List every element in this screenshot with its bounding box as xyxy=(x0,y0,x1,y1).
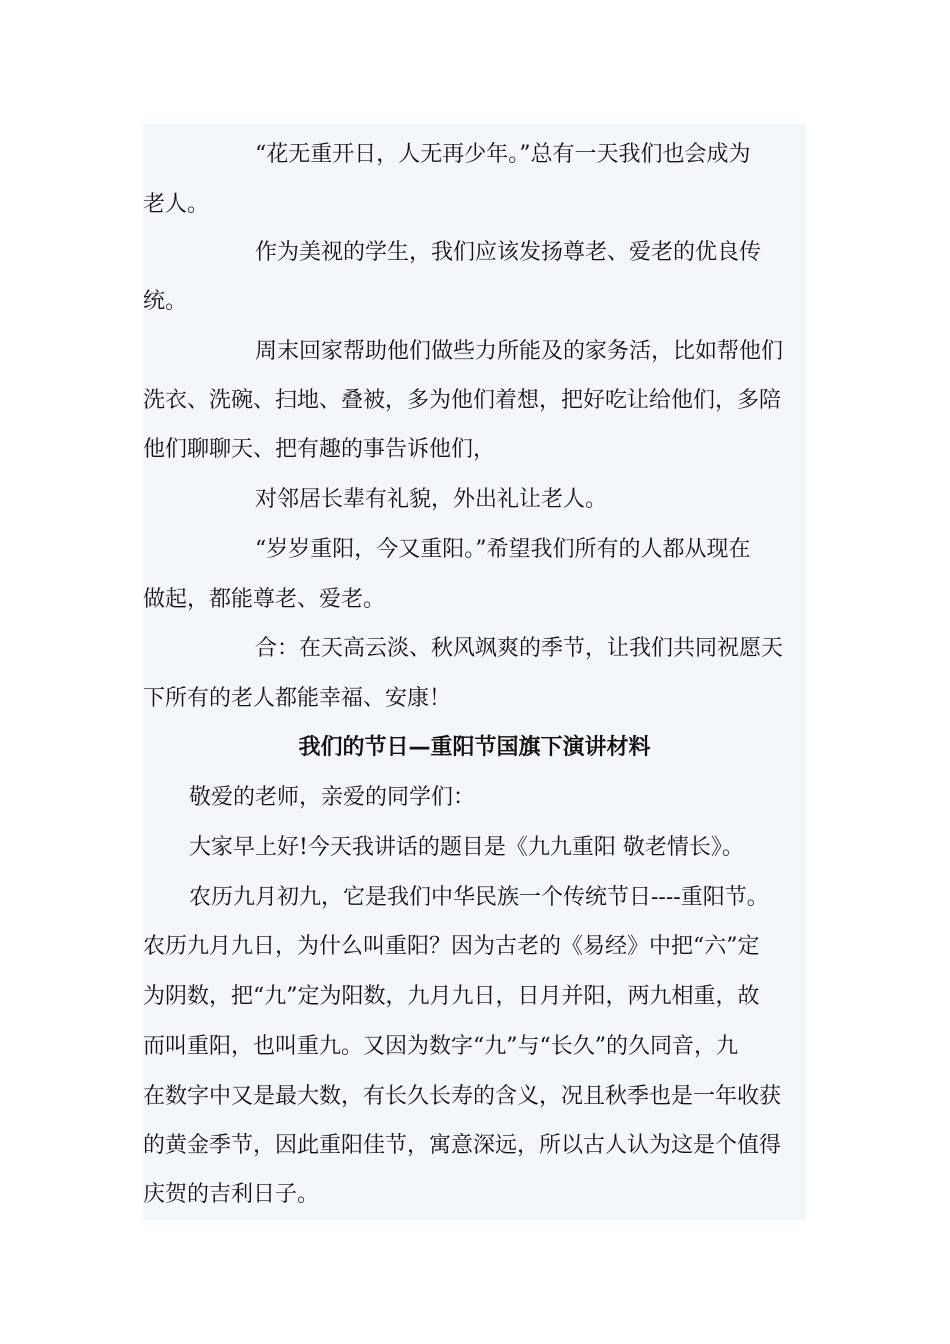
text-line: 做起，都能尊老、爱老。 xyxy=(143,587,386,612)
text-line: 对邻居长辈有礼貌，外出礼让老人。 xyxy=(255,487,608,512)
text-line: 老人。 xyxy=(143,192,210,217)
text-line: 洗衣、洗碗、扫地、叠被，多为他们着想，把好吃让给他们，多陪 xyxy=(143,388,782,413)
text-line: “岁岁重阳，今又重阳。”希望我们所有的人都从现在 xyxy=(255,537,751,562)
text-line: 下所有的老人都能幸福、安康！ xyxy=(143,686,452,711)
speech-title: 我们的节日—重阳节国旗下演讲材料 xyxy=(298,735,651,760)
text-line: 周末回家帮助他们做些力所能及的家务活，比如帮他们 xyxy=(255,339,784,364)
text-line: 农历九月初九，它是我们中华民族一个传统节日----重阳节。 xyxy=(189,885,769,910)
text-line: 统。 xyxy=(143,289,188,314)
text-line: 合：在天高云淡、秋风飒爽的季节，让我们共同祝愿天 xyxy=(255,636,784,661)
document-text-block xyxy=(143,124,806,1220)
text-line: 敬爱的老师，亲爱的同学们： xyxy=(189,785,476,810)
text-line: 的黄金季节，因此重阳佳节，寓意深远，所以古人认为这是个值得 xyxy=(143,1133,782,1158)
text-line: 大家早上好!今天我讲话的题目是《九九重阳 敬老情长》。 xyxy=(189,835,744,860)
text-line: 作为美视的学生，我们应该发扬尊老、爱老的优良传 xyxy=(255,240,762,265)
text-line: 在数字中又是最大数，有长久长寿的含义，况且秋季也是一年收获 xyxy=(143,1084,782,1109)
text-line: “花无重开日，人无再少年。”总有一天我们也会成为 xyxy=(255,142,751,167)
text-line: 而叫重阳，也叫重九。又因为数字“九”与“长久”的久同音，九 xyxy=(143,1034,738,1059)
text-line: 为阴数，把“九”定为阳数，九月九日，日月并阳，两九相重，故 xyxy=(143,984,760,1009)
text-line: 他们聊聊天、把有趣的事告诉他们， xyxy=(143,437,496,462)
text-line: 庆贺的吉利日子。 xyxy=(143,1182,320,1207)
text-line: 农历九月九日，为什么叫重阳？因为古老的《易经》中把“六”定 xyxy=(143,934,760,959)
